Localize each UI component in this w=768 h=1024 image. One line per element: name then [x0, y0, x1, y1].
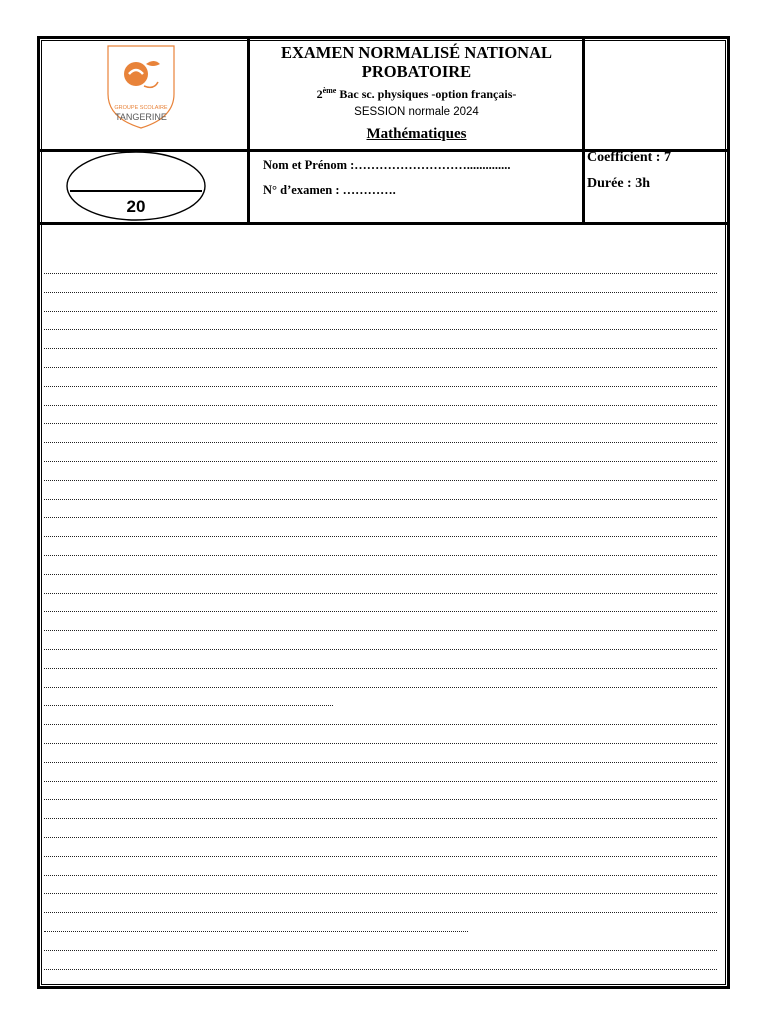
exam-subject: Mathématiques	[366, 126, 467, 142]
logo-line2: TANGERINE	[115, 112, 167, 122]
answer-line[interactable]	[44, 818, 717, 819]
answer-line[interactable]	[44, 367, 717, 368]
answer-line[interactable]	[44, 668, 717, 669]
level-superscript: ème	[322, 86, 337, 95]
answer-line[interactable]	[44, 969, 717, 970]
answer-line-short[interactable]	[44, 931, 468, 932]
answer-line[interactable]	[44, 329, 717, 330]
answer-line[interactable]	[44, 630, 717, 631]
answer-line[interactable]	[44, 423, 717, 424]
answer-line[interactable]	[44, 950, 717, 951]
exam-level	[250, 86, 583, 102]
answer-line[interactable]	[44, 593, 717, 594]
school-logo	[104, 44, 178, 130]
answer-line[interactable]	[44, 348, 717, 349]
answer-line[interactable]	[44, 856, 717, 857]
answer-line[interactable]	[44, 574, 717, 575]
duration: Durée : 3h	[587, 176, 650, 191]
answer-line[interactable]	[44, 837, 717, 838]
answer-line[interactable]	[44, 292, 717, 293]
score-denominator: 20	[126, 197, 146, 216]
coefficient: Coefficient : 7	[587, 150, 671, 165]
answer-line[interactable]	[44, 536, 717, 537]
answer-line-short[interactable]	[44, 705, 333, 706]
answer-line[interactable]	[44, 480, 717, 481]
answer-line[interactable]	[44, 912, 717, 913]
level-rest: Bac sc. physiques -option français-	[336, 87, 517, 101]
answer-line[interactable]	[44, 386, 717, 387]
answer-line[interactable]	[44, 517, 717, 518]
answer-line[interactable]	[44, 555, 717, 556]
exam-title: EXAMEN NORMALISÉ NATIONAL PROBATOIRE	[280, 43, 553, 81]
answer-line[interactable]	[44, 875, 717, 876]
name-field[interactable]: Nom et Prénom :………………………..............	[263, 158, 511, 172]
answer-line[interactable]	[44, 687, 717, 688]
logo-line1: GROUPE SCOLAIRE	[114, 105, 168, 111]
answer-line[interactable]	[44, 762, 717, 763]
answer-line[interactable]	[44, 405, 717, 406]
answer-line[interactable]	[44, 743, 717, 744]
answer-line[interactable]	[44, 499, 717, 500]
answer-line[interactable]	[44, 724, 717, 725]
answer-line[interactable]	[44, 311, 717, 312]
level-prefix: 2	[316, 87, 323, 101]
answer-line[interactable]	[44, 799, 717, 800]
answer-line[interactable]	[44, 893, 717, 894]
answer-line[interactable]	[44, 442, 717, 443]
exam-session: SESSION normale 2024	[354, 106, 479, 118]
exam-number-field[interactable]: N° d’examen : ………….	[263, 183, 396, 197]
answer-line[interactable]	[44, 649, 717, 650]
answer-line[interactable]	[44, 781, 717, 782]
answer-line[interactable]	[44, 461, 717, 462]
answer-line[interactable]	[44, 611, 717, 612]
orange-fruit-icon	[124, 61, 160, 87]
answer-line[interactable]	[44, 273, 717, 274]
header-lower-rule	[37, 222, 730, 225]
